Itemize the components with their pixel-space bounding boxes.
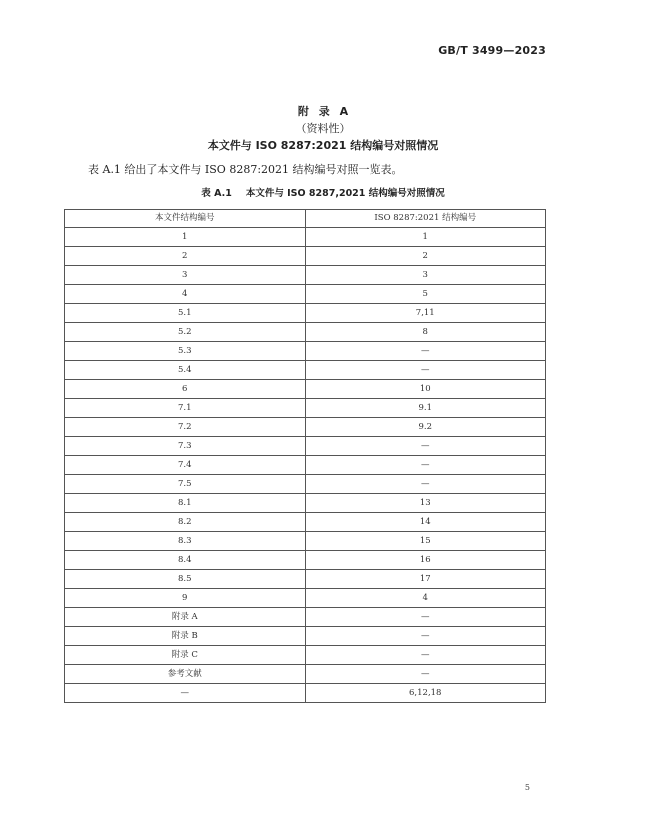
standard-code: GB/T 3499—2023 bbox=[438, 44, 546, 57]
table-row bbox=[65, 494, 546, 513]
table-row bbox=[65, 418, 546, 437]
cell-this-document-number: 5.4 bbox=[65, 361, 306, 380]
table-body bbox=[65, 228, 546, 703]
cell-this-document-number: 8.2 bbox=[65, 513, 306, 532]
table-row bbox=[65, 380, 546, 399]
cell-iso-number: — bbox=[305, 475, 546, 494]
cell-this-document-number: 7.1 bbox=[65, 399, 306, 418]
cell-iso-number: 7,11 bbox=[305, 304, 546, 323]
table-row bbox=[65, 228, 546, 247]
annex-title: 本文件与 ISO 8287:2021 结构编号对照情况 bbox=[207, 139, 439, 152]
cell-this-document-number: 9 bbox=[65, 589, 306, 608]
cell-this-document-number: 5.1 bbox=[65, 304, 306, 323]
cell-iso-number: 9.2 bbox=[305, 418, 546, 437]
cell-iso-number: — bbox=[305, 437, 546, 456]
table-row bbox=[65, 589, 546, 608]
cell-this-document-number: 7.3 bbox=[65, 437, 306, 456]
cell-this-document-number: 3 bbox=[65, 266, 306, 285]
table-row bbox=[65, 304, 546, 323]
cell-iso-number: 16 bbox=[305, 551, 546, 570]
cell-this-document-number: 7.2 bbox=[65, 418, 306, 437]
cell-this-document-number: 7.5 bbox=[65, 475, 306, 494]
table-row bbox=[65, 608, 546, 627]
cell-iso-number: 2 bbox=[305, 247, 546, 266]
cell-this-document-number: 8.3 bbox=[65, 532, 306, 551]
table-row bbox=[65, 684, 546, 703]
table-row bbox=[65, 342, 546, 361]
annex-nature: （资料性） bbox=[295, 122, 351, 135]
cell-iso-number: 17 bbox=[305, 570, 546, 589]
cell-this-document-number: 6 bbox=[65, 380, 306, 399]
table-row bbox=[65, 285, 546, 304]
cell-iso-number: — bbox=[305, 627, 546, 646]
cell-iso-number: 8 bbox=[305, 323, 546, 342]
table-caption-title: 本文件与 ISO 8287,2021 结构编号对照情况 bbox=[245, 188, 445, 199]
cell-this-document-number: — bbox=[65, 684, 306, 703]
cell-iso-number: — bbox=[305, 342, 546, 361]
table-caption bbox=[0, 185, 646, 199]
cell-this-document-number: 7.4 bbox=[65, 456, 306, 475]
table-row bbox=[65, 665, 546, 684]
table-row bbox=[65, 551, 546, 570]
cell-this-document-number: 8.4 bbox=[65, 551, 306, 570]
cell-this-document-number: 2 bbox=[65, 247, 306, 266]
column-header-this-document: 本文件结构编号 bbox=[65, 210, 306, 228]
column-header-iso-8287: ISO 8287:2021 结构编号 bbox=[305, 210, 546, 228]
cell-this-document-number: 8.1 bbox=[65, 494, 306, 513]
cell-iso-number: 9.1 bbox=[305, 399, 546, 418]
cell-iso-number: 10 bbox=[305, 380, 546, 399]
cell-iso-number: 5 bbox=[305, 285, 546, 304]
table-row bbox=[65, 247, 546, 266]
cell-iso-number: 3 bbox=[305, 266, 546, 285]
table-row bbox=[65, 532, 546, 551]
cell-iso-number: 15 bbox=[305, 532, 546, 551]
table-header-row bbox=[65, 210, 546, 228]
table-row bbox=[65, 399, 546, 418]
intro-paragraph: 表 A.1 给出了本文件与 ISO 8287:2021 结构编号对照一览表。 bbox=[88, 163, 403, 176]
cell-iso-number: 1 bbox=[305, 228, 546, 247]
table-row bbox=[65, 323, 546, 342]
cell-this-document-number: 8.5 bbox=[65, 570, 306, 589]
cell-this-document-number: 参考文献 bbox=[65, 665, 306, 684]
cell-this-document-number: 附录 B bbox=[65, 627, 306, 646]
cell-iso-number: 6,12,18 bbox=[305, 684, 546, 703]
cell-this-document-number: 4 bbox=[65, 285, 306, 304]
table-row bbox=[65, 266, 546, 285]
cell-iso-number: — bbox=[305, 456, 546, 475]
structure-mapping-table bbox=[64, 209, 546, 703]
table-row bbox=[65, 513, 546, 532]
cell-iso-number: — bbox=[305, 608, 546, 627]
annex-label: 附 录 A bbox=[297, 105, 349, 118]
cell-this-document-number: 1 bbox=[65, 228, 306, 247]
page-number: 5 bbox=[524, 783, 530, 792]
cell-iso-number: — bbox=[305, 361, 546, 380]
table-row bbox=[65, 456, 546, 475]
cell-this-document-number: 5.2 bbox=[65, 323, 306, 342]
table-caption-number: 表 A.1 bbox=[201, 188, 232, 199]
cell-iso-number: 4 bbox=[305, 589, 546, 608]
cell-this-document-number: 附录 A bbox=[65, 608, 306, 627]
table-row bbox=[65, 437, 546, 456]
cell-iso-number: 13 bbox=[305, 494, 546, 513]
cell-iso-number: 14 bbox=[305, 513, 546, 532]
cell-this-document-number: 附录 C bbox=[65, 646, 306, 665]
table-row bbox=[65, 475, 546, 494]
table-row bbox=[65, 646, 546, 665]
cell-iso-number: — bbox=[305, 646, 546, 665]
table-row bbox=[65, 570, 546, 589]
cell-this-document-number: 5.3 bbox=[65, 342, 306, 361]
table-row bbox=[65, 627, 546, 646]
cell-iso-number: — bbox=[305, 665, 546, 684]
table-row bbox=[65, 361, 546, 380]
